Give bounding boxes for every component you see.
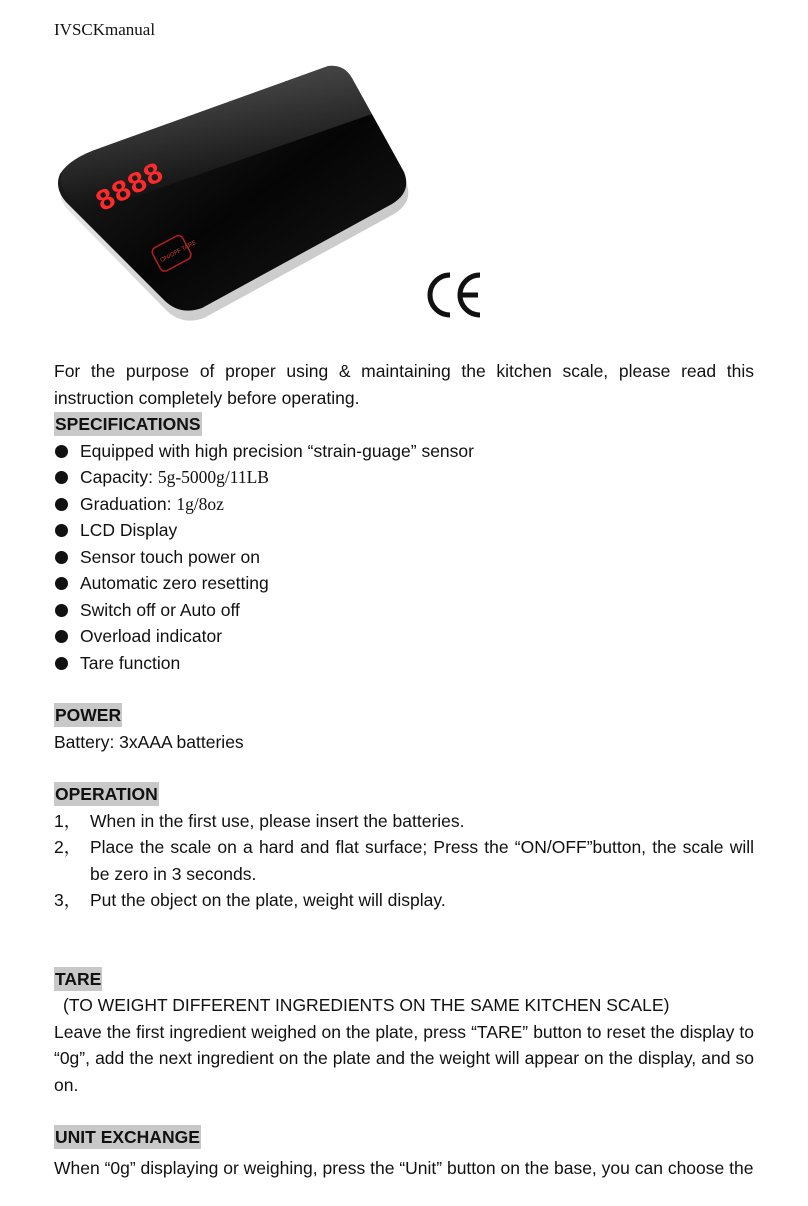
spec-item: Graduation: 1g/8oz [54, 491, 754, 518]
intro-paragraph: For the purpose of proper using & maintaining the kitchen scale, please read this instruction completely before operating. [54, 361, 754, 408]
operation-step: 2， Place the scale on a hard and flat surface; Press the “ON/OFF”button, the scale will be zero in 3 seconds. [54, 837, 754, 884]
unit-exchange-heading: UNIT EXCHANGE [55, 1127, 200, 1147]
spec-item: Tare function [54, 650, 754, 677]
spec-item: Equipped with high precision “strain-guage” sensor [54, 438, 754, 465]
spec-item: Automatic zero resetting [54, 570, 754, 597]
kitchen-scale-image [54, 64, 414, 326]
spec-item: Switch off or Auto off [54, 597, 754, 624]
power-section [54, 702, 754, 755]
tare-text: Leave the first ingredient weighed on the plate, press “TARE” button to reset the display to “0g”, add the next ingredient on the plate and the weight will appear on the display, and so on. [54, 1021, 754, 1095]
power-heading: POWER [55, 705, 122, 725]
button-label: ON/OFF TARE [159, 239, 198, 264]
spec-item: Overload indicator [54, 623, 754, 650]
spec-value: 5g-5000g/11LB [157, 467, 269, 487]
specifications-section [54, 411, 754, 676]
page-header: IVSCKmanual [54, 20, 156, 39]
spec-item: Sensor touch power on [54, 544, 754, 571]
specifications-list [54, 438, 754, 677]
operation-steps [54, 808, 754, 914]
tare-heading: TARE [55, 968, 102, 989]
specifications-heading: SPECIFICATIONS [55, 414, 201, 434]
spec-item: LCD Display [54, 517, 754, 544]
display-digits: 8888 [90, 156, 171, 221]
operation-step: 3， Put the object on the plate, weight will display. [54, 890, 446, 910]
power-text: Battery: 3xAAA batteries [54, 731, 244, 752]
spec-item: Capacity: 5g-5000g/11LB [54, 464, 754, 491]
unit-exchange-section [54, 1124, 754, 1181]
operation-step: 1， When in the first use, please insert the batteries. [54, 810, 465, 831]
unit-exchange-text: When “0g” displaying or weighing, press the “Unit” button on the base, you can choose the [54, 1157, 754, 1178]
tare-subheading: (TO WEIGHT DIFFERENT INGREDIENTS ON THE SAME KITCHEN SCALE) [63, 995, 670, 1015]
ce-mark [424, 270, 484, 320]
operation-section [54, 781, 754, 914]
tare-section [54, 966, 754, 1099]
spec-value: 1g/8oz [176, 493, 224, 514]
manual-body [54, 358, 754, 1181]
operation-heading: OPERATION [55, 784, 158, 804]
